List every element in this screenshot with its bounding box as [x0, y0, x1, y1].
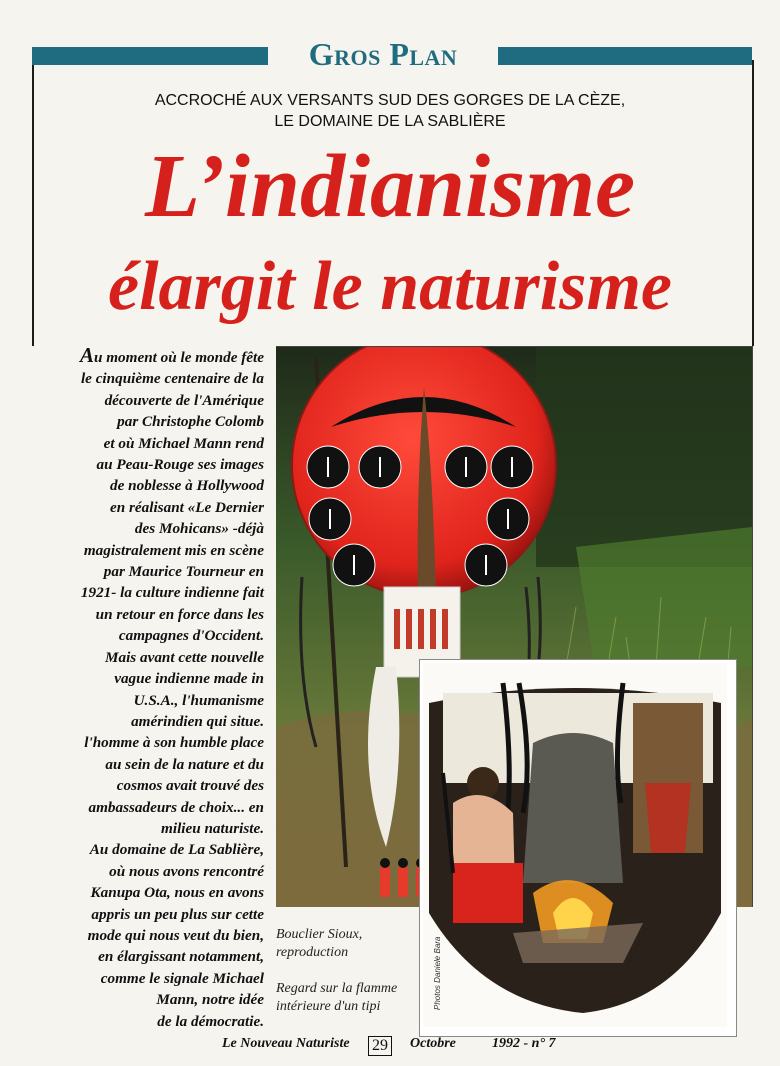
section-title: Gros Plan: [308, 36, 458, 72]
footer-month: Octobre: [410, 1036, 456, 1051]
lede-line: l'homme à son humble place: [84, 734, 264, 752]
lede-line: Mann, notre idée: [156, 991, 264, 1009]
lede-line: Au domaine de La Sablière,: [89, 841, 264, 859]
lede-line: un retour en force dans les: [95, 605, 264, 623]
lede-paragraph: [36, 345, 264, 1032]
lede-line: cosmos avait trouvé des: [116, 777, 264, 795]
caption-tipi-line-2: intérieure d'un tipi: [276, 999, 381, 1014]
lede-line: découverte de l'Amérique: [104, 391, 264, 409]
lede-line: U.S.A., l'humanisme: [133, 691, 264, 709]
caption-tipi: [276, 980, 416, 1016]
lede-line: 1921- la culture indienne fait: [80, 584, 264, 602]
lede-line: mode qui nous veut du bien,: [87, 926, 264, 944]
lede-dropcap: A: [79, 343, 94, 367]
lede-line: en élargissant notamment,: [98, 948, 264, 966]
footer-issue: 1992 - n° 7: [492, 1036, 556, 1051]
caption-shield-line-2: reproduction: [276, 945, 349, 960]
kicker-line-2: LE DOMAINE DE LA SABLIÈRE: [274, 113, 506, 130]
lede-line: de la démocratie.: [157, 1012, 264, 1030]
footer-magazine: Le Nouveau Naturiste: [222, 1036, 350, 1051]
lede-line: et où Michael Mann rend: [103, 434, 264, 452]
lede-line: au Peau-Rouge ses images: [96, 456, 264, 474]
lede-line: vague indienne made in: [114, 670, 264, 688]
lede-line: où nous avons rencontré: [109, 862, 264, 880]
lede-line: ambassadeurs de choix... en: [88, 798, 264, 816]
footer-page-number: 29: [368, 1036, 392, 1056]
lede-line: en réalisant «Le Dernier: [110, 498, 264, 516]
lede-line: des Mohicans» -déjà: [134, 520, 264, 538]
caption-tipi-line-1: Regard sur la flamme: [276, 981, 398, 996]
lede-line: amérindien qui situe.: [131, 712, 264, 730]
lede-line: le cinquième centenaire de la: [80, 370, 264, 388]
lede-line: au sein de la nature et du: [105, 755, 264, 773]
kicker-line-1: ACCROCHÉ AUX VERSANTS SUD DES GORGES DE LA CÈZE,: [154, 92, 626, 109]
caption-shield-line-1: Bouclier Sioux,: [276, 927, 363, 942]
lede-line: de noblesse à Hollywood: [110, 477, 264, 495]
section-band-left: [32, 47, 268, 65]
headline-line-2: élargit le naturisme: [108, 248, 672, 325]
section-band-right: [498, 47, 752, 65]
lede-line: par Maurice Tourneur en: [103, 563, 264, 581]
lede-line: Kanupa Ota, nous en avons: [90, 884, 264, 902]
lede-line: campagnes d'Occident.: [118, 627, 264, 645]
headline-line-1: L’indianisme: [144, 137, 636, 236]
caption-shield: [276, 926, 416, 962]
lede-line: comme le signale Michael: [100, 969, 264, 987]
lede-line: par Christophe Colomb: [117, 413, 264, 431]
lede-line: milieu naturiste.: [161, 819, 264, 837]
tipi-flame-photo: [420, 660, 736, 1036]
photo-credit: Photos Daniele Bara: [433, 936, 442, 1010]
lede-line: appris un peu plus sur cette: [91, 905, 264, 923]
lede-line: magistralement mis en scène: [83, 541, 264, 559]
lede-line-0: Au moment où le monde fête: [79, 343, 264, 367]
lede-line: Mais avant cette nouvelle: [104, 648, 264, 666]
